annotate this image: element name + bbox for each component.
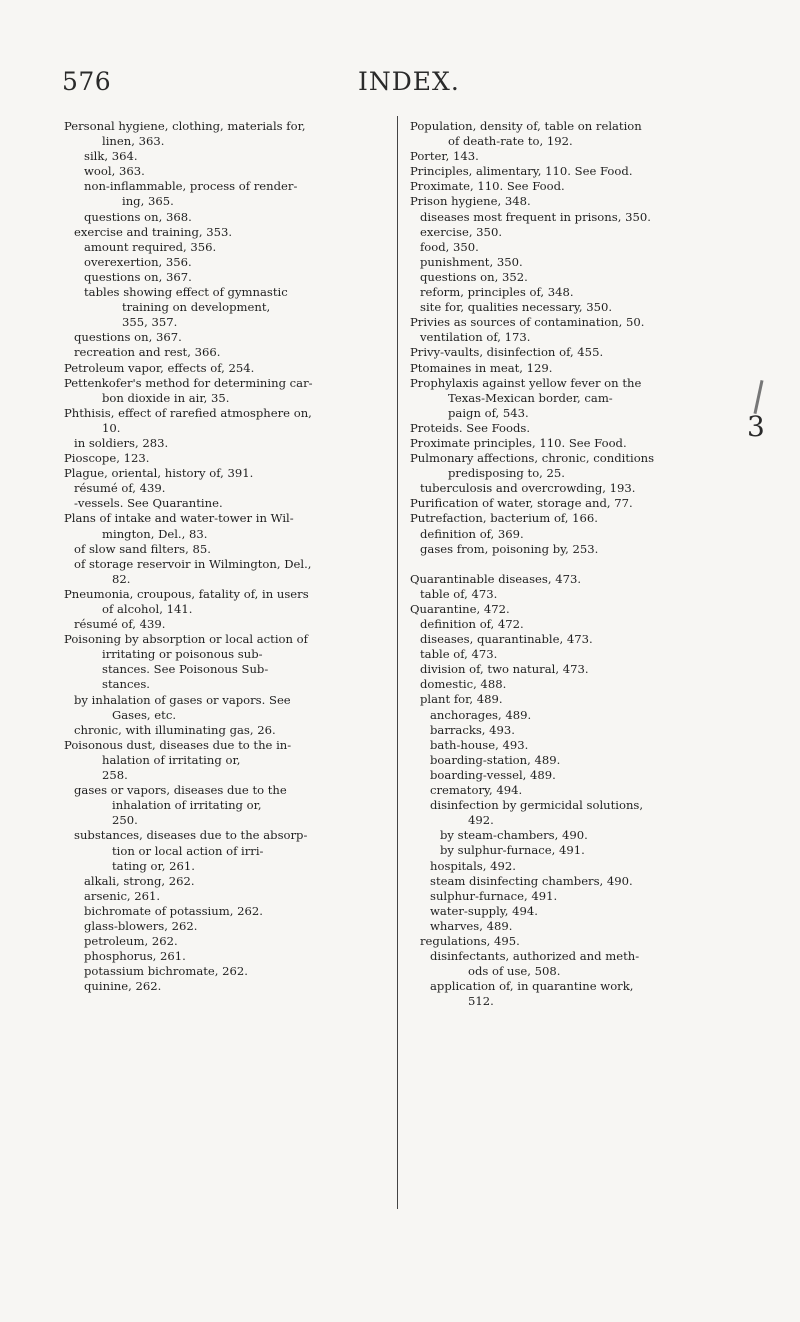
index-entry: 82. xyxy=(112,571,131,586)
index-entry: Pettenkofer's method for determining car- xyxy=(64,375,313,390)
index-entry: potassium bichromate, 262. xyxy=(84,964,248,979)
index-entry: 10. xyxy=(102,420,121,435)
index-entry: table of, 473. xyxy=(420,647,498,662)
index-column-right xyxy=(410,119,732,1009)
index-entry: questions on, 367. xyxy=(74,330,182,345)
index-entry: arsenic, 261. xyxy=(84,888,161,903)
index-entry: division of, two natural, 473. xyxy=(420,662,589,677)
index-entry: bath-house, 493. xyxy=(430,737,529,752)
index-entry: glass-blowers, 262. xyxy=(84,918,198,933)
index-entry: halation of irritating or, xyxy=(102,752,241,767)
index-entry: Quarantinable diseases, 473. xyxy=(410,571,582,586)
index-entry: Personal hygiene, clothing, materials for, xyxy=(64,119,306,133)
index-entry: recreation and rest, 366. xyxy=(74,345,221,360)
index-entry: wool, 363. xyxy=(84,164,145,179)
index-entry: reform, principles of, 348. xyxy=(420,285,574,300)
index-entry: Pneumonia, croupous, fatality of, in users xyxy=(64,586,309,601)
index-entry: Petroleum vapor, effects of, 254. xyxy=(64,360,255,375)
index-entry: Poisoning by absorption or local action of xyxy=(64,632,308,647)
index-entry: plant for, 489. xyxy=(420,692,503,707)
index-entry: inhalation of irritating or, xyxy=(112,798,262,813)
index-entry: 492. xyxy=(468,813,494,828)
index-entry: definition of, 472. xyxy=(420,617,524,631)
index-entry: training on development, xyxy=(122,300,271,315)
index-entry: definition of, 369. xyxy=(420,526,524,541)
index-entry: résumé of, 439. xyxy=(74,481,166,496)
index-entry: by steam-chambers, 490. xyxy=(440,828,588,843)
column-divider xyxy=(397,116,398,1209)
index-entry: bichromate of potassium, 262. xyxy=(84,903,263,918)
index-entry: of alcohol, 141. xyxy=(102,602,193,616)
index-entry: Poisonous dust, diseases due to the in- xyxy=(64,737,292,752)
page-number: 576 xyxy=(62,67,112,96)
index-entry: hospitals, 492. xyxy=(430,858,516,873)
index-entry: Proximate, 110. See Food. xyxy=(410,179,565,194)
index-entry: Proximate principles, 110. See Food. xyxy=(410,435,627,450)
index-entry: Pulmonary affections, chronic, conditions xyxy=(410,451,655,466)
index-entry: tating or, 261. xyxy=(112,858,195,873)
index-entry: Texas-Mexican border, cam- xyxy=(448,390,613,405)
index-entry: barracks, 493. xyxy=(430,722,515,737)
index-entry: stances. See Poisonous Sub- xyxy=(102,662,269,677)
index-entry: Plague, oriental, history of, 391. xyxy=(64,466,254,481)
index-entry: food, 350. xyxy=(420,239,479,254)
index-entry: Proteids. See Foods. xyxy=(410,420,531,435)
index-entry: steam disinfecting chambers, 490. xyxy=(430,873,633,888)
index-entry: application of, in quarantine work, xyxy=(430,979,634,994)
index-entry: ventilation of, 173. xyxy=(420,330,531,345)
index-entry: amount required, 356. xyxy=(84,239,217,254)
index-entry: bon dioxide in air, 35. xyxy=(102,390,230,405)
index-entry: silk, 364. xyxy=(84,149,138,164)
index-entry: non-inflammable, process of render- xyxy=(84,179,298,194)
index-entry: tion or local action of irri- xyxy=(112,843,264,858)
index-entry: 355, 357. xyxy=(122,315,178,330)
index-entry: by sulphur-furnace, 491. xyxy=(440,843,585,858)
index-entry: disinfectants, authorized and meth- xyxy=(430,949,640,964)
index-entry: questions on, 352. xyxy=(420,269,528,284)
index-entry: Porter, 143. xyxy=(410,149,479,164)
index-entry: alkali, strong, 262. xyxy=(84,873,195,888)
index-entry: predisposing to, 25. xyxy=(448,466,565,481)
index-entry: Pioscope, 123. xyxy=(64,451,150,466)
index-entry: sulphur-furnace, 491. xyxy=(430,888,558,903)
index-entry: regulations, 495. xyxy=(420,933,520,948)
index-entry: site for, qualities necessary, 350. xyxy=(420,300,613,315)
index-entry: of death-rate to, 192. xyxy=(448,134,573,149)
index-entry: Privies as sources of contamination, 50. xyxy=(410,315,645,330)
index-entry: irritating or poisonous sub- xyxy=(102,647,263,662)
index-entry: substances, diseases due to the absorp- xyxy=(74,828,308,843)
index-entry: Purification of water, storage and, 77. xyxy=(410,496,633,511)
index-entry: gases from, poisoning by, 253. xyxy=(420,541,599,556)
index-entry: punishment, 350. xyxy=(420,254,523,269)
index-entry: exercise and training, 353. xyxy=(74,224,233,239)
index-entry: table of, 473. xyxy=(420,586,498,601)
index-entry: linen, 363. xyxy=(102,134,165,149)
index-entry: ing, 365. xyxy=(122,194,174,209)
index-entry: stances. xyxy=(102,677,150,692)
index-column-left xyxy=(64,119,380,994)
index-entry: 258. xyxy=(102,768,128,783)
index-entry: Population, density of, table on relation xyxy=(410,119,642,133)
index-entry: 512. xyxy=(468,994,494,1009)
index-entry: crematory, 494. xyxy=(430,783,523,798)
index-entry: diseases most frequent in prisons, 350. xyxy=(420,209,651,224)
index-entry: Principles, alimentary, 110. See Food. xyxy=(410,164,633,179)
index-entry: petroleum, 262. xyxy=(84,934,178,949)
index-entry: gases or vapors, diseases due to the xyxy=(74,783,287,798)
index-entry: Quarantine, 472. xyxy=(410,601,510,616)
index-entry: quinine, 262. xyxy=(84,979,162,994)
index-entry: chronic, with illuminating gas, 26. xyxy=(74,722,276,737)
index-entry: -vessels. See Quarantine. xyxy=(74,496,223,511)
index-entry: exercise, 350. xyxy=(420,224,502,239)
index-entry: anchorages, 489. xyxy=(430,707,532,722)
margin-annotation: 3 xyxy=(747,410,765,443)
index-entry: disinfection by germicidal solutions, xyxy=(430,798,644,813)
index-entry: of storage reservoir in Wilmington, Del., xyxy=(74,556,312,571)
index-entry: wharves, 489. xyxy=(430,918,513,933)
index-entry: paign of, 543. xyxy=(448,405,529,420)
index-entry: Ptomaines in meat, 129. xyxy=(410,360,553,375)
index-entry: boarding-station, 489. xyxy=(430,752,561,767)
index-entry: in soldiers, 283. xyxy=(74,435,169,450)
index-entry: questions on, 367. xyxy=(84,269,192,284)
index-entry: Prison hygiene, 348. xyxy=(410,194,531,209)
margin-pencil-stroke xyxy=(753,380,763,414)
index-entry: Privy-vaults, disinfection of, 455. xyxy=(410,345,604,360)
index-entry: Putrefaction, bacterium of, 166. xyxy=(410,511,598,526)
index-entry: questions on, 368. xyxy=(84,209,192,224)
index-entry: phosphorus, 261. xyxy=(84,949,186,964)
index-entry: Plans of intake and water-tower in Wil- xyxy=(64,511,294,526)
index-entry: by inhalation of gases or vapors. See xyxy=(74,692,291,707)
entry-gap xyxy=(410,557,732,572)
index-entry: domestic, 488. xyxy=(420,677,507,692)
index-entry: ods of use, 508. xyxy=(468,964,561,979)
index-entry: mington, Del., 83. xyxy=(102,526,208,541)
page-title: INDEX. xyxy=(358,67,460,96)
index-entry: tuberculosis and overcrowding, 193. xyxy=(420,481,636,496)
index-entry: diseases, quarantinable, 473. xyxy=(420,632,593,647)
index-entry: tables showing effect of gymnastic xyxy=(84,285,288,300)
index-entry: overexertion, 356. xyxy=(84,254,192,269)
index-entry: water-supply, 494. xyxy=(430,903,538,918)
index-entry: of slow sand filters, 85. xyxy=(74,541,211,556)
index-entry: 250. xyxy=(112,813,138,828)
index-entry: résumé of, 439. xyxy=(74,617,166,632)
index-entry: Phthisis, effect of rarefied atmosphere on, xyxy=(64,405,312,420)
index-entry: Prophylaxis against yellow fever on the xyxy=(410,375,642,390)
index-entry: Gases, etc. xyxy=(112,707,177,722)
index-entry: boarding-vessel, 489. xyxy=(430,767,556,782)
